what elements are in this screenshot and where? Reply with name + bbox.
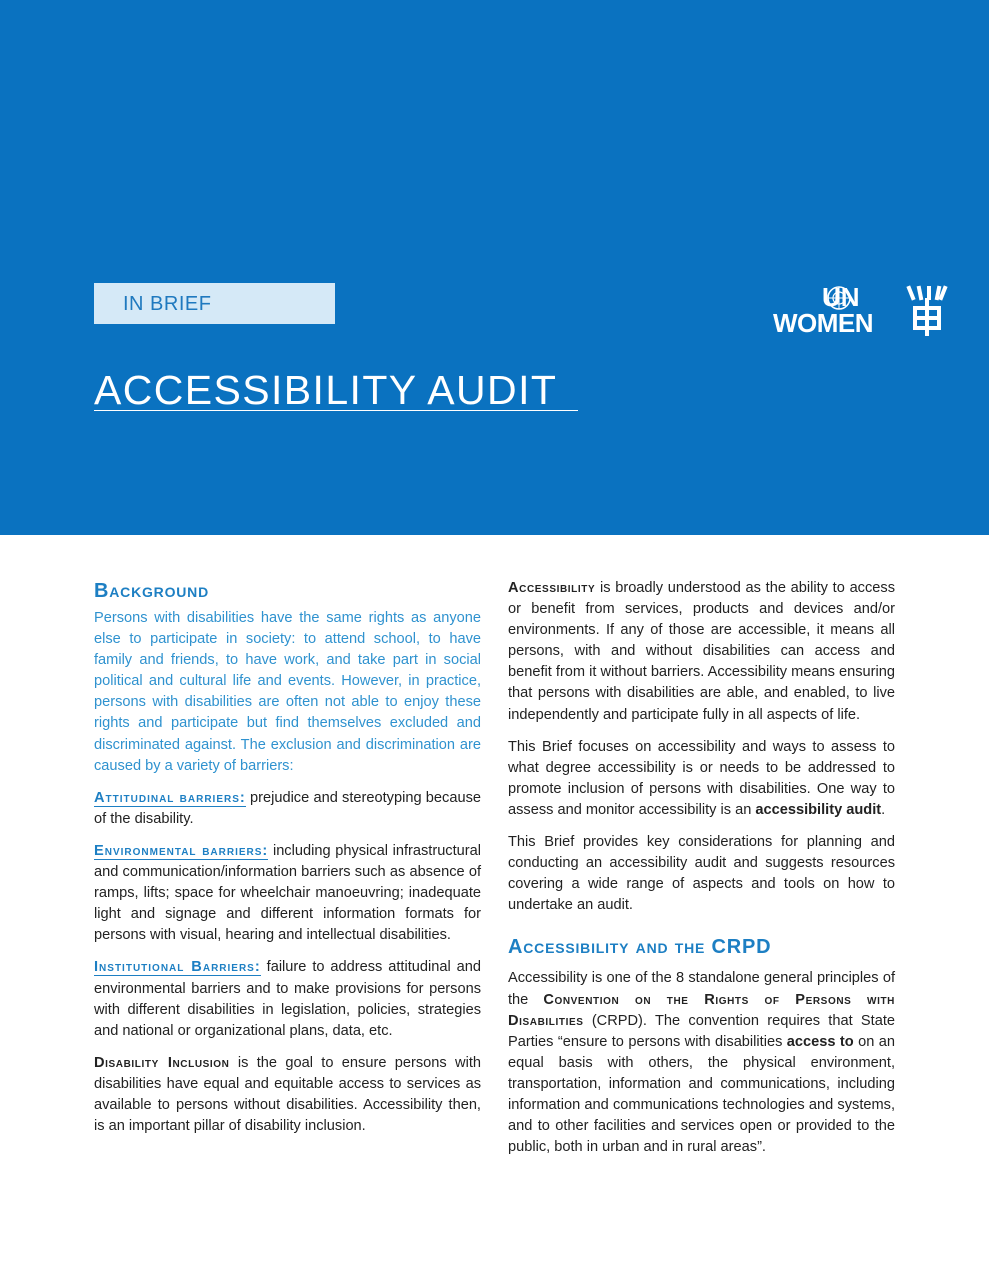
accessibility-definition-text: is broadly understood as the ability to access or benefit from services, products and devices and/or environments. If any of those are accessible, it means all persons, with and without disabilities can access and benefit from it without barriers. Accessibility means ensuring that persons with disabilities are able, and enabled, to live independently and participate fully in all aspects of life. xyxy=(508,580,895,723)
logo-women-text: WOMEN xyxy=(773,308,874,338)
disability-inclusion-text: is the goal to ensure persons with disabilities have equal and equitable access to services as available to persons without disabilities. Accessibility then, is an important pillar of disability inclusion. xyxy=(94,1054,481,1135)
crpd-text-b: (CRPD). The convention requires that State Parties “ensure to persons with disabilities xyxy=(508,1012,895,1050)
left-column xyxy=(94,578,481,1148)
crpd-heading: Accessibility and the CRPD xyxy=(508,936,772,959)
crpd-paragraph xyxy=(508,968,895,1158)
disability-inclusion-term: Disability Inclusion xyxy=(94,1054,230,1071)
header-banner xyxy=(0,0,989,535)
crpd-text-a: Accessibility is one of the 8 standalone general principles of the xyxy=(508,970,895,1008)
in-brief-tag: IN BRIEF xyxy=(94,283,335,324)
accessibility-term: Accessibility xyxy=(508,580,596,596)
page-title: ACCESSIBILITY AUDIT xyxy=(94,367,558,413)
attitudinal-barriers-text: prejudice and stereotyping because of the disability. xyxy=(94,789,481,827)
accessibility-audit-bold: accessibility audit xyxy=(755,801,882,818)
institutional-barriers-text: failure to address attitudinal and environmental barriers and to make provisions for persons with different disabilities in legislation, policies, strategies and national or organizational plans, data, etc. xyxy=(94,959,482,1039)
environmental-barriers-text: including physical infrastructural and communication/information barriers such as absence of ramps, lifts; space for wheelchair manoeuvring; inadequate light and signage and different information formats for persons with visual, hearing and intellectual disabilities. xyxy=(94,842,481,944)
women-symbol-icon xyxy=(905,284,949,336)
right-column xyxy=(508,578,895,1169)
institutional-barriers-term: Institutional Barriers: xyxy=(94,959,261,976)
title-underline xyxy=(94,410,578,411)
access-to-bold: access to xyxy=(786,1033,854,1050)
un-women-logo xyxy=(770,282,950,340)
attitudinal-barriers-term: Attitudinal barriers: xyxy=(94,789,246,806)
brief-focus-text: This Brief focuses on accessibility and ways to assess to what degree accessibility is or needs to be addressed to promote inclusion of persons with disabilities. One way to assess and monitor accessibility is an xyxy=(508,738,895,818)
brief-focus-paragraph xyxy=(508,737,895,821)
disability-inclusion-paragraph xyxy=(94,1053,481,1137)
crpd-text-c: on an equal basis with others, the physical environment, transportation, information and communications, including information and communications technologies and systems, and to other facilities and services open or provided to the public, both in urban and in rural areas”. xyxy=(508,1033,896,1156)
convention-name: Convention on the Rights of Persons with Disabilities xyxy=(508,991,896,1029)
logo-un-text: UN xyxy=(822,282,860,312)
accessibility-definition-paragraph xyxy=(508,578,895,726)
environmental-barriers-term: Environmental barriers: xyxy=(94,842,269,859)
background-intro: Persons with disabilities have the same rights as anyone else to participate in society: to attend school, to have family and friends, to have work, and take part in social political and cultural life and events. However, in practice, persons with disabilities are often not able to enjoy these rights and participate but find themselves excluded and discriminated against. The exclusion and discrimination are caused by a variety of barriers: xyxy=(94,610,481,774)
background-heading: Background xyxy=(94,580,209,602)
attitudinal-barriers-paragraph xyxy=(94,788,481,830)
institutional-barriers-paragraph xyxy=(94,957,481,1041)
brief-focus-end: . xyxy=(881,801,886,818)
environmental-barriers-paragraph xyxy=(94,841,481,946)
brief-provides-paragraph: This Brief provides key considerations for planning and conducting an accessibility audit and suggests resources covering a wide range of aspects and tools on how to undertake an audit. xyxy=(508,834,895,914)
